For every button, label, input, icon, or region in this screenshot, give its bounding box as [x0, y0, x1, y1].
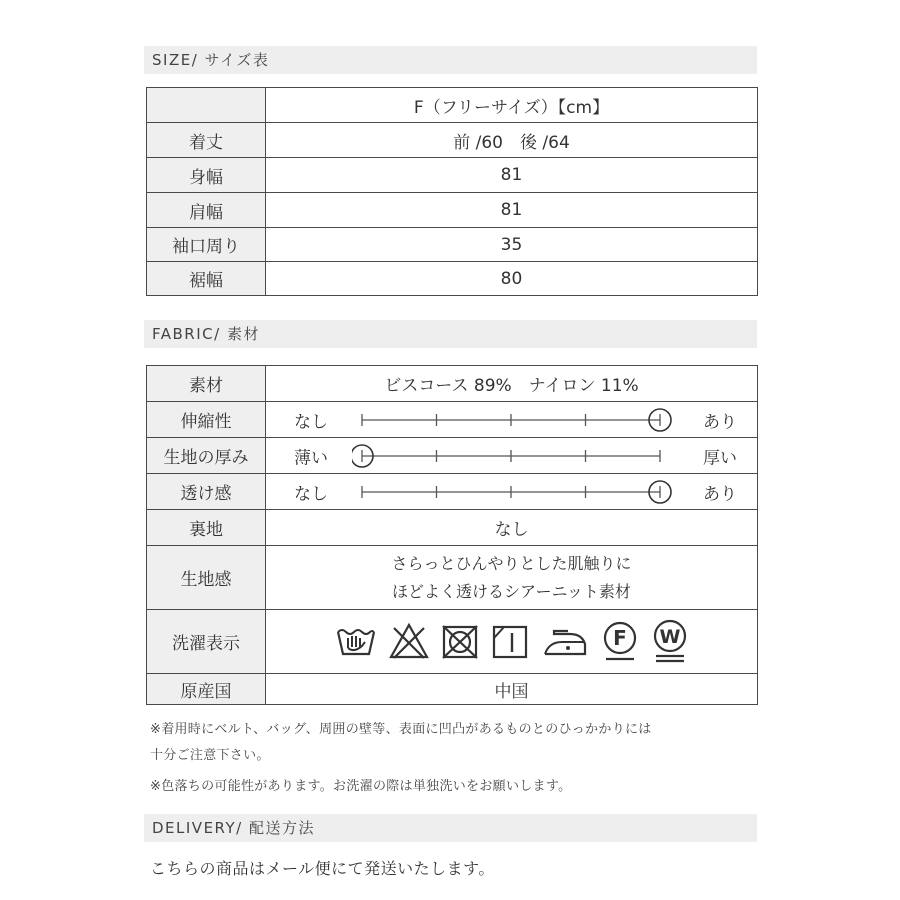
texture-label: 生地感 [147, 546, 266, 610]
sheerness-label: 透け感 [147, 474, 266, 510]
stretch-label: 伸縮性 [147, 402, 266, 438]
wet-clean-letter: W [659, 625, 680, 648]
stretch-scale-min-label: なし [294, 412, 328, 432]
care-note-line-1: ※着用時にベルト、バッグ、周囲の壁等、表面に凹凸があるものとのひっかかりには [150, 722, 652, 737]
table-row [147, 193, 758, 228]
stretch-scale-max-label: あり [703, 412, 737, 432]
lining-value: なし [266, 510, 758, 546]
size-table-header-row [147, 88, 758, 123]
table-row [147, 262, 758, 296]
sheerness-scale-max-label: あり [703, 484, 737, 504]
texture-line-1: さらっとひんやりとした肌触りに [391, 553, 632, 573]
size-unit-header: F（フリーサイズ）【cm】 [266, 88, 758, 123]
dry-clean-letter: F [612, 625, 627, 650]
table-row [147, 366, 758, 402]
thickness-scale-track [352, 438, 692, 474]
texture-description [266, 546, 758, 610]
thickness-scale-max-label: 厚い [703, 448, 737, 468]
wet-clean-w-icon [650, 618, 690, 666]
table-row [147, 510, 758, 546]
fabric-section-heading: FABRIC/ 素材 [144, 320, 757, 348]
table-row [147, 123, 758, 158]
table-row [147, 228, 758, 262]
care-note-line-2: 十分ご注意下さい。 [150, 748, 270, 763]
care-symbols [266, 610, 758, 674]
no-bleach-icon [388, 622, 430, 662]
size-label: 肩幅 [147, 193, 266, 228]
lining-label: 裏地 [147, 510, 266, 546]
care-note-line-3: ※色落ちの可能性があります。お洗濯の際は単独洗いをお願いします。 [150, 779, 572, 794]
table-row [147, 402, 758, 438]
sheerness-scale [266, 474, 758, 510]
texture-line-2: ほどよく透けるシアーニット素材 [392, 581, 631, 601]
size-label: 袖口周り [147, 228, 266, 262]
size-value: 35 [266, 228, 758, 262]
material-label: 素材 [147, 366, 266, 402]
sheerness-scale-track [352, 474, 692, 510]
thickness-scale-min-label: 薄い [294, 448, 328, 468]
dry-clean-f-icon [600, 620, 640, 664]
low-iron-icon [540, 622, 590, 662]
material-value: ビスコース 89% ナイロン 11% [266, 366, 758, 402]
size-label: 着丈 [147, 123, 266, 158]
table-row [147, 438, 758, 474]
thickness-scale [266, 438, 758, 474]
table-row [147, 546, 758, 610]
size-section-heading: SIZE/ サイズ表 [144, 46, 757, 74]
size-label: 裾幅 [147, 262, 266, 296]
stretch-scale-track [352, 402, 692, 438]
size-table-corner-cell [147, 88, 266, 123]
thickness-label: 生地の厚み [147, 438, 266, 474]
table-row [147, 158, 758, 193]
table-row [147, 610, 758, 674]
line-dry-shade-icon [490, 622, 530, 662]
origin-label: 原産国 [147, 674, 266, 705]
no-tumble-dry-icon [440, 622, 480, 662]
stretch-scale [266, 402, 758, 438]
size-table [146, 87, 758, 296]
size-value: 80 [266, 262, 758, 296]
table-row [147, 674, 758, 705]
hand-wash-icon [334, 622, 378, 662]
size-label: 身幅 [147, 158, 266, 193]
care-label: 洗濯表示 [147, 610, 266, 674]
size-value: 81 [266, 158, 758, 193]
origin-value: 中国 [266, 674, 758, 705]
delivery-section-heading: DELIVERY/ 配送方法 [144, 814, 757, 842]
size-value: 前 /60 後 /64 [266, 123, 758, 158]
fabric-table [146, 365, 758, 705]
table-row [147, 474, 758, 510]
size-value: 81 [266, 193, 758, 228]
delivery-method-text: こちらの商品はメール便にて発送いたします。 [150, 859, 495, 878]
sheerness-scale-min-label: なし [294, 484, 328, 504]
